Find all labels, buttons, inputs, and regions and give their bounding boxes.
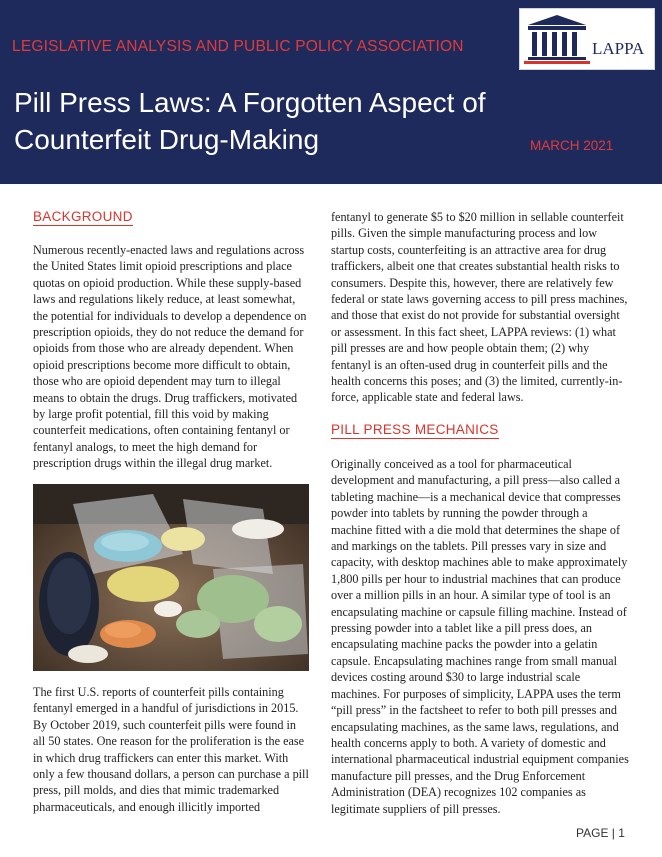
- header-banner: [0, 0, 662, 184]
- mechanics-paragraph-1: Originally conceived as a tool for pharmaceutical development and manufacturing, a pill press—also called a tableting machine—is a mechanical device that compresses powder into tablets by running the powder through a machine fitted with a die mold that determines the shape of and markings on the tablets. Pill presses vary in size and capacity, with desktop machines able to make approximately 1,800 pills per hour to industrial machines that can produce over a million pills in an hour. A similar type of tool is an encapsulating machine or capsule filling machine. Instead of pressing powder into a tablet like a pill press does, an encapsulating machine packs the powder into a gelatin capsule. Encapsulating machines range from small manual devices costing around $30 to large industrial scale machines. For purposes of simplicity, LAPPA uses the term “pill press” in the factsheet to refer to both pill presses and encapsulating machines, as the same laws, regulations, and health concerns apply to both. A variety of domestic and international pharmaceutical industrial equipment companies manufacture pill presses, and the Drug Enforcement Administration (DEA) recognizes 102 companies as legitimate suppliers of pill presses.: [331, 457, 629, 816]
- background-heading: BACKGROUND: [33, 209, 133, 224]
- pills-photo-illustration: [33, 484, 309, 671]
- logo-text: LAPPA: [592, 39, 645, 58]
- lappa-logo: [519, 8, 655, 70]
- building-columns-icon: [524, 13, 590, 67]
- page-number: PAGE | 1: [576, 826, 625, 840]
- seized-pills-photo: [33, 484, 309, 671]
- pill-press-mechanics-heading: PILL PRESS MECHANICS: [331, 422, 499, 437]
- page-title: Pill Press Laws: A Forgotten Aspect of Counterfeit Drug-Making: [14, 87, 486, 155]
- background-paragraph-3: fentanyl to generate $5 to $20 million in sellable counterfeit pills. Given the simple manufacturing process and low startup costs, counterfeiting is an attractive area for drug traffickers, albeit one that creates substantial health risks to consumers. Despite this, however, there are relatively few federal or state laws governing access to pill press machines, and those that exist do not provide for substantial oversight or assessment. In this fact sheet, LAPPA reviews: (1) what pill presses are and how people obtain them; (2) why fentanyl is an often-used drug in counterfeit pills and the health concerns this poses; and (3) the limited, currently-in-force, applicable state and federal laws.: [331, 210, 628, 405]
- background-paragraph-1: Numerous recently-enacted laws and regulations across the United States limit opioid prescriptions and place quotas on opioid production. While these supply-based laws and regulations likely reduce, at least somewhat, the potential for individuals to develop a dependence on prescription opioids, they do not reduce the demand for opioids from those who are already dependent. When opioid prescriptions become more difficult to obtain, those who are opioid dependent may turn to illegal means to obtain the drugs. Drug traffickers, motivated by large profit potential, fill this void by making counterfeit medications, often containing fentanyl or fentanyl analogs, to meet the high demand for prescription drugs within the illegal drug market.: [33, 243, 307, 471]
- background-paragraph-2: The first U.S. reports of counterfeit pills containing fentanyl emerged in a handful of jurisdictions in 2015. By October 2019, such counterfeit pills were found in all 50 states. One reason for the proliferation is the ease in which drug traffickers can enter this market. With only a few thousand dollars, a person can purchase a pill press, pill molds, and dies that mimic trademarked pharmaceuticals, and enough illicitly imported: [33, 685, 309, 814]
- org-name: LEGISLATIVE ANALYSIS AND PUBLIC POLICY ASSOCIATION: [12, 38, 464, 55]
- publication-date: MARCH 2021: [530, 138, 614, 153]
